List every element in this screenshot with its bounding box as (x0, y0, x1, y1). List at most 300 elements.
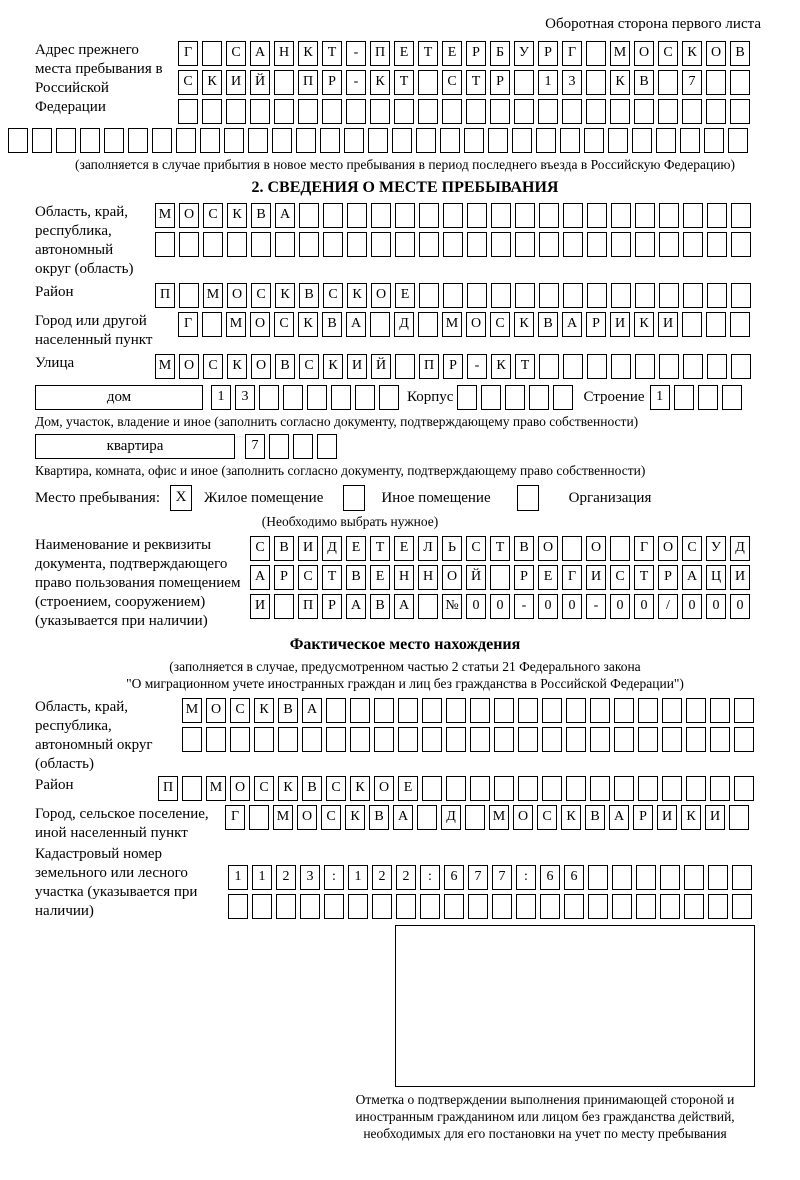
char-cell[interactable] (417, 805, 437, 830)
char-cell[interactable] (296, 128, 316, 153)
char-cell[interactable] (538, 99, 558, 124)
char-cell[interactable] (443, 203, 463, 228)
char-cell[interactable]: В (302, 776, 322, 801)
char-cell[interactable]: Р (490, 70, 510, 95)
char-cell[interactable]: А (562, 312, 582, 337)
char-cell[interactable]: У (706, 536, 726, 561)
char-cell[interactable]: Р (322, 594, 342, 619)
char-cell[interactable] (152, 128, 172, 153)
char-cell[interactable] (636, 894, 656, 919)
char-cell[interactable] (586, 99, 606, 124)
checkbox-other-premises[interactable] (343, 485, 365, 511)
char-cell[interactable]: К (298, 312, 318, 337)
char-cell[interactable] (317, 434, 337, 459)
char-cell[interactable]: К (227, 203, 247, 228)
char-cell[interactable] (710, 776, 730, 801)
char-cell[interactable]: 3 (235, 385, 255, 410)
char-cell[interactable] (251, 232, 271, 257)
char-cell[interactable]: О (297, 805, 317, 830)
char-cell[interactable] (707, 354, 727, 379)
char-cell[interactable] (494, 727, 514, 752)
char-cell[interactable] (636, 865, 656, 890)
char-cell[interactable] (468, 894, 488, 919)
char-cell[interactable] (542, 727, 562, 752)
char-cell[interactable]: Е (394, 41, 414, 66)
char-cell[interactable] (299, 232, 319, 257)
char-cell[interactable]: М (155, 203, 175, 228)
char-cell[interactable] (611, 283, 631, 308)
char-cell[interactable]: Р (466, 41, 486, 66)
char-cell[interactable]: 6 (540, 865, 560, 890)
char-cell[interactable] (635, 354, 655, 379)
char-cell[interactable]: И (347, 354, 367, 379)
char-cell[interactable] (395, 354, 415, 379)
char-cell[interactable] (322, 99, 342, 124)
char-cell[interactable]: А (682, 565, 702, 590)
char-cell[interactable] (563, 283, 583, 308)
char-cell[interactable]: Е (394, 536, 414, 561)
char-cell[interactable] (563, 354, 583, 379)
char-cell[interactable]: И (250, 594, 270, 619)
char-cell[interactable]: Д (441, 805, 461, 830)
char-cell[interactable]: К (323, 354, 343, 379)
char-cell[interactable]: С (610, 565, 630, 590)
char-cell[interactable] (56, 128, 76, 153)
char-cell[interactable]: / (658, 594, 678, 619)
char-cell[interactable]: Г (178, 41, 198, 66)
char-cell[interactable]: М (206, 776, 226, 801)
char-cell[interactable] (516, 894, 536, 919)
char-cell[interactable] (614, 776, 634, 801)
char-cell[interactable] (331, 385, 351, 410)
char-cell[interactable] (635, 283, 655, 308)
char-cell[interactable] (662, 727, 682, 752)
char-cell[interactable] (515, 232, 535, 257)
char-cell[interactable]: К (370, 70, 390, 95)
char-cell[interactable]: - (346, 70, 366, 95)
char-cell[interactable]: О (586, 536, 606, 561)
char-cell[interactable]: С (226, 41, 246, 66)
char-cell[interactable] (539, 203, 559, 228)
char-cell[interactable]: Г (178, 312, 198, 337)
char-cell[interactable]: М (273, 805, 293, 830)
char-cell[interactable]: М (203, 283, 223, 308)
char-cell[interactable]: А (346, 594, 366, 619)
char-cell[interactable] (348, 894, 368, 919)
char-cell[interactable] (420, 894, 440, 919)
char-cell[interactable]: В (585, 805, 605, 830)
char-cell[interactable]: Г (225, 805, 245, 830)
char-cell[interactable] (562, 99, 582, 124)
char-cell[interactable] (226, 99, 246, 124)
char-cell[interactable] (248, 128, 268, 153)
char-cell[interactable]: К (254, 698, 274, 723)
char-cell[interactable]: В (275, 354, 295, 379)
char-cell[interactable] (344, 128, 364, 153)
char-cell[interactable]: М (489, 805, 509, 830)
char-cell[interactable] (419, 203, 439, 228)
char-cell[interactable] (252, 894, 272, 919)
char-cell[interactable]: В (538, 312, 558, 337)
char-cell[interactable]: Р (658, 565, 678, 590)
char-cell[interactable]: К (347, 283, 367, 308)
char-cell[interactable] (731, 232, 751, 257)
char-cell[interactable] (326, 727, 346, 752)
char-cell[interactable]: Е (398, 776, 418, 801)
char-cell[interactable] (518, 727, 538, 752)
char-cell[interactable] (587, 232, 607, 257)
char-cell[interactable]: Р (274, 565, 294, 590)
char-cell[interactable] (706, 312, 726, 337)
char-cell[interactable] (707, 283, 727, 308)
char-cell[interactable]: В (730, 41, 750, 66)
char-cell[interactable]: № (442, 594, 462, 619)
char-cell[interactable] (680, 128, 700, 153)
char-cell[interactable]: К (634, 312, 654, 337)
char-cell[interactable]: С (230, 698, 250, 723)
char-cell[interactable] (514, 99, 534, 124)
char-cell[interactable]: 0 (682, 594, 702, 619)
char-cell[interactable] (371, 232, 391, 257)
char-cell[interactable]: : (324, 865, 344, 890)
char-cell[interactable] (419, 232, 439, 257)
char-cell[interactable] (708, 865, 728, 890)
char-cell[interactable] (422, 698, 442, 723)
char-cell[interactable]: Н (418, 565, 438, 590)
char-cell[interactable] (182, 727, 202, 752)
char-cell[interactable]: Ь (442, 536, 462, 561)
char-cell[interactable]: С (299, 354, 319, 379)
char-cell[interactable] (418, 312, 438, 337)
char-cell[interactable] (536, 128, 556, 153)
char-cell[interactable]: М (226, 312, 246, 337)
char-cell[interactable]: М (442, 312, 462, 337)
char-cell[interactable] (491, 283, 511, 308)
char-cell[interactable] (350, 698, 370, 723)
char-cell[interactable]: Е (346, 536, 366, 561)
char-cell[interactable]: 1 (211, 385, 231, 410)
char-cell[interactable]: - (346, 41, 366, 66)
char-cell[interactable] (395, 203, 415, 228)
char-cell[interactable] (611, 232, 631, 257)
char-cell[interactable] (392, 128, 412, 153)
char-cell[interactable]: Т (322, 565, 342, 590)
char-cell[interactable]: В (274, 536, 294, 561)
char-cell[interactable]: Д (730, 536, 750, 561)
char-cell[interactable] (588, 865, 608, 890)
char-cell[interactable] (662, 776, 682, 801)
char-cell[interactable] (732, 894, 752, 919)
char-cell[interactable] (465, 805, 485, 830)
char-cell[interactable] (467, 283, 487, 308)
char-cell[interactable]: А (346, 312, 366, 337)
char-cell[interactable]: К (202, 70, 222, 95)
char-cell[interactable] (104, 128, 124, 153)
char-cell[interactable] (481, 385, 501, 410)
char-cell[interactable] (443, 232, 463, 257)
char-cell[interactable] (422, 776, 442, 801)
char-cell[interactable] (470, 776, 490, 801)
char-cell[interactable]: В (514, 536, 534, 561)
char-cell[interactable] (8, 128, 28, 153)
char-cell[interactable] (732, 865, 752, 890)
char-cell[interactable]: 2 (276, 865, 296, 890)
char-cell[interactable] (586, 70, 606, 95)
char-cell[interactable] (395, 232, 415, 257)
char-cell[interactable] (684, 865, 704, 890)
char-cell[interactable]: М (155, 354, 175, 379)
char-cell[interactable] (587, 283, 607, 308)
char-cell[interactable] (638, 698, 658, 723)
char-cell[interactable] (488, 128, 508, 153)
char-cell[interactable] (683, 283, 703, 308)
char-cell[interactable] (658, 70, 678, 95)
char-cell[interactable]: Р (586, 312, 606, 337)
char-cell[interactable] (416, 128, 436, 153)
char-cell[interactable] (686, 776, 706, 801)
char-cell[interactable] (686, 727, 706, 752)
char-cell[interactable] (370, 99, 390, 124)
char-cell[interactable]: В (278, 698, 298, 723)
char-cell[interactable]: О (706, 41, 726, 66)
char-cell[interactable] (272, 128, 292, 153)
char-cell[interactable]: В (634, 70, 654, 95)
char-cell[interactable]: Р (633, 805, 653, 830)
char-cell[interactable] (298, 99, 318, 124)
char-cell[interactable] (587, 203, 607, 228)
char-cell[interactable] (300, 894, 320, 919)
char-cell[interactable] (706, 99, 726, 124)
char-cell[interactable] (634, 99, 654, 124)
char-cell[interactable] (398, 727, 418, 752)
char-cell[interactable]: О (230, 776, 250, 801)
char-cell[interactable] (698, 385, 718, 410)
char-cell[interactable]: И (298, 536, 318, 561)
char-cell[interactable]: О (374, 776, 394, 801)
char-cell[interactable]: К (278, 776, 298, 801)
char-cell[interactable] (659, 232, 679, 257)
char-cell[interactable]: Т (490, 536, 510, 561)
char-cell[interactable] (674, 385, 694, 410)
char-cell[interactable] (323, 203, 343, 228)
char-cell[interactable] (179, 232, 199, 257)
char-cell[interactable]: С (274, 312, 294, 337)
char-cell[interactable]: С (323, 283, 343, 308)
char-cell[interactable]: В (346, 565, 366, 590)
char-cell[interactable]: 0 (634, 594, 654, 619)
char-cell[interactable] (418, 99, 438, 124)
char-cell[interactable]: И (586, 565, 606, 590)
char-cell[interactable]: С (251, 283, 271, 308)
char-cell[interactable]: А (393, 805, 413, 830)
char-cell[interactable]: К (514, 312, 534, 337)
char-cell[interactable] (560, 128, 580, 153)
char-cell[interactable] (494, 698, 514, 723)
char-cell[interactable]: М (182, 698, 202, 723)
char-cell[interactable] (539, 283, 559, 308)
char-cell[interactable]: Т (418, 41, 438, 66)
char-cell[interactable] (249, 805, 269, 830)
char-cell[interactable] (660, 865, 680, 890)
char-cell[interactable] (659, 283, 679, 308)
char-cell[interactable]: К (227, 354, 247, 379)
char-cell[interactable] (566, 698, 586, 723)
char-cell[interactable] (396, 894, 416, 919)
char-cell[interactable]: А (609, 805, 629, 830)
char-cell[interactable]: С (203, 203, 223, 228)
char-cell[interactable] (529, 385, 549, 410)
char-cell[interactable] (686, 698, 706, 723)
char-cell[interactable]: 0 (466, 594, 486, 619)
char-cell[interactable] (612, 894, 632, 919)
char-cell[interactable]: 1 (650, 385, 670, 410)
char-cell[interactable]: И (658, 312, 678, 337)
char-cell[interactable]: И (226, 70, 246, 95)
char-cell[interactable]: 1 (252, 865, 272, 890)
char-cell[interactable]: К (345, 805, 365, 830)
char-cell[interactable]: П (298, 594, 318, 619)
char-cell[interactable]: 7 (468, 865, 488, 890)
char-cell[interactable]: 7 (682, 70, 702, 95)
char-cell[interactable]: Н (394, 565, 414, 590)
char-cell[interactable] (658, 99, 678, 124)
char-cell[interactable] (275, 232, 295, 257)
char-cell[interactable] (490, 99, 510, 124)
char-cell[interactable] (656, 128, 676, 153)
char-cell[interactable] (470, 698, 490, 723)
char-cell[interactable]: А (394, 594, 414, 619)
char-cell[interactable]: И (730, 565, 750, 590)
char-cell[interactable]: 6 (564, 865, 584, 890)
char-cell[interactable] (466, 99, 486, 124)
char-cell[interactable]: К (275, 283, 295, 308)
char-cell[interactable]: С (321, 805, 341, 830)
char-cell[interactable] (422, 727, 442, 752)
char-cell[interactable]: В (370, 594, 390, 619)
char-cell[interactable] (707, 203, 727, 228)
char-cell[interactable]: 2 (372, 865, 392, 890)
char-cell[interactable]: П (370, 41, 390, 66)
char-cell[interactable] (729, 805, 749, 830)
char-cell[interactable]: Й (466, 565, 486, 590)
char-cell[interactable]: К (610, 70, 630, 95)
char-cell[interactable]: О (206, 698, 226, 723)
char-cell[interactable] (586, 41, 606, 66)
char-cell[interactable]: 1 (348, 865, 368, 890)
char-cell[interactable] (230, 727, 250, 752)
char-cell[interactable]: С (203, 354, 223, 379)
char-cell[interactable] (553, 385, 573, 410)
char-cell[interactable] (80, 128, 100, 153)
char-cell[interactable]: Е (395, 283, 415, 308)
char-cell[interactable] (704, 128, 724, 153)
char-cell[interactable] (635, 232, 655, 257)
char-cell[interactable] (638, 776, 658, 801)
char-cell[interactable]: Г (562, 41, 582, 66)
char-cell[interactable] (32, 128, 52, 153)
char-cell[interactable] (610, 536, 630, 561)
char-cell[interactable] (379, 385, 399, 410)
char-cell[interactable]: И (657, 805, 677, 830)
char-cell[interactable] (250, 99, 270, 124)
char-cell[interactable]: Д (322, 536, 342, 561)
char-cell[interactable] (374, 727, 394, 752)
char-cell[interactable]: Й (250, 70, 270, 95)
char-cell[interactable] (443, 283, 463, 308)
char-cell[interactable] (259, 385, 279, 410)
char-cell[interactable]: О (466, 312, 486, 337)
char-cell[interactable]: О (250, 312, 270, 337)
char-cell[interactable] (731, 203, 751, 228)
char-cell[interactable] (202, 312, 222, 337)
char-cell[interactable]: С (250, 536, 270, 561)
char-cell[interactable] (398, 698, 418, 723)
char-cell[interactable]: А (250, 41, 270, 66)
char-cell[interactable] (442, 99, 462, 124)
char-cell[interactable] (326, 698, 346, 723)
char-cell[interactable] (707, 232, 727, 257)
char-cell[interactable] (228, 894, 248, 919)
char-cell[interactable] (419, 283, 439, 308)
char-cell[interactable]: П (155, 283, 175, 308)
char-cell[interactable] (200, 128, 220, 153)
char-cell[interactable] (276, 894, 296, 919)
char-cell[interactable] (446, 698, 466, 723)
char-cell[interactable] (176, 128, 196, 153)
char-cell[interactable]: А (250, 565, 270, 590)
char-cell[interactable] (467, 232, 487, 257)
char-cell[interactable] (515, 283, 535, 308)
char-cell[interactable] (444, 894, 464, 919)
char-cell[interactable]: С (326, 776, 346, 801)
char-cell[interactable]: : (516, 865, 536, 890)
char-cell[interactable] (722, 385, 742, 410)
char-cell[interactable]: Н (274, 41, 294, 66)
char-cell[interactable]: 2 (396, 865, 416, 890)
char-cell[interactable]: 1 (538, 70, 558, 95)
char-cell[interactable] (683, 203, 703, 228)
char-cell[interactable]: 0 (730, 594, 750, 619)
char-cell[interactable]: О (227, 283, 247, 308)
char-cell[interactable]: Г (562, 565, 582, 590)
char-cell[interactable] (278, 727, 298, 752)
char-cell[interactable]: Й (371, 354, 391, 379)
char-cell[interactable] (299, 203, 319, 228)
char-cell[interactable]: Т (370, 536, 390, 561)
char-cell[interactable] (418, 70, 438, 95)
char-cell[interactable] (728, 128, 748, 153)
char-cell[interactable] (492, 894, 512, 919)
char-cell[interactable] (710, 698, 730, 723)
char-cell[interactable]: О (371, 283, 391, 308)
char-cell[interactable]: Р (514, 565, 534, 590)
char-cell[interactable] (347, 232, 367, 257)
char-cell[interactable] (440, 128, 460, 153)
char-cell[interactable] (346, 99, 366, 124)
char-cell[interactable] (612, 865, 632, 890)
char-cell[interactable]: В (322, 312, 342, 337)
char-cell[interactable] (659, 354, 679, 379)
char-cell[interactable]: - (514, 594, 534, 619)
char-cell[interactable]: Д (394, 312, 414, 337)
char-cell[interactable] (539, 232, 559, 257)
char-cell[interactable]: А (302, 698, 322, 723)
char-cell[interactable]: К (298, 41, 318, 66)
char-cell[interactable]: 7 (492, 865, 512, 890)
char-cell[interactable] (206, 727, 226, 752)
char-cell[interactable] (457, 385, 477, 410)
char-cell[interactable] (731, 354, 751, 379)
